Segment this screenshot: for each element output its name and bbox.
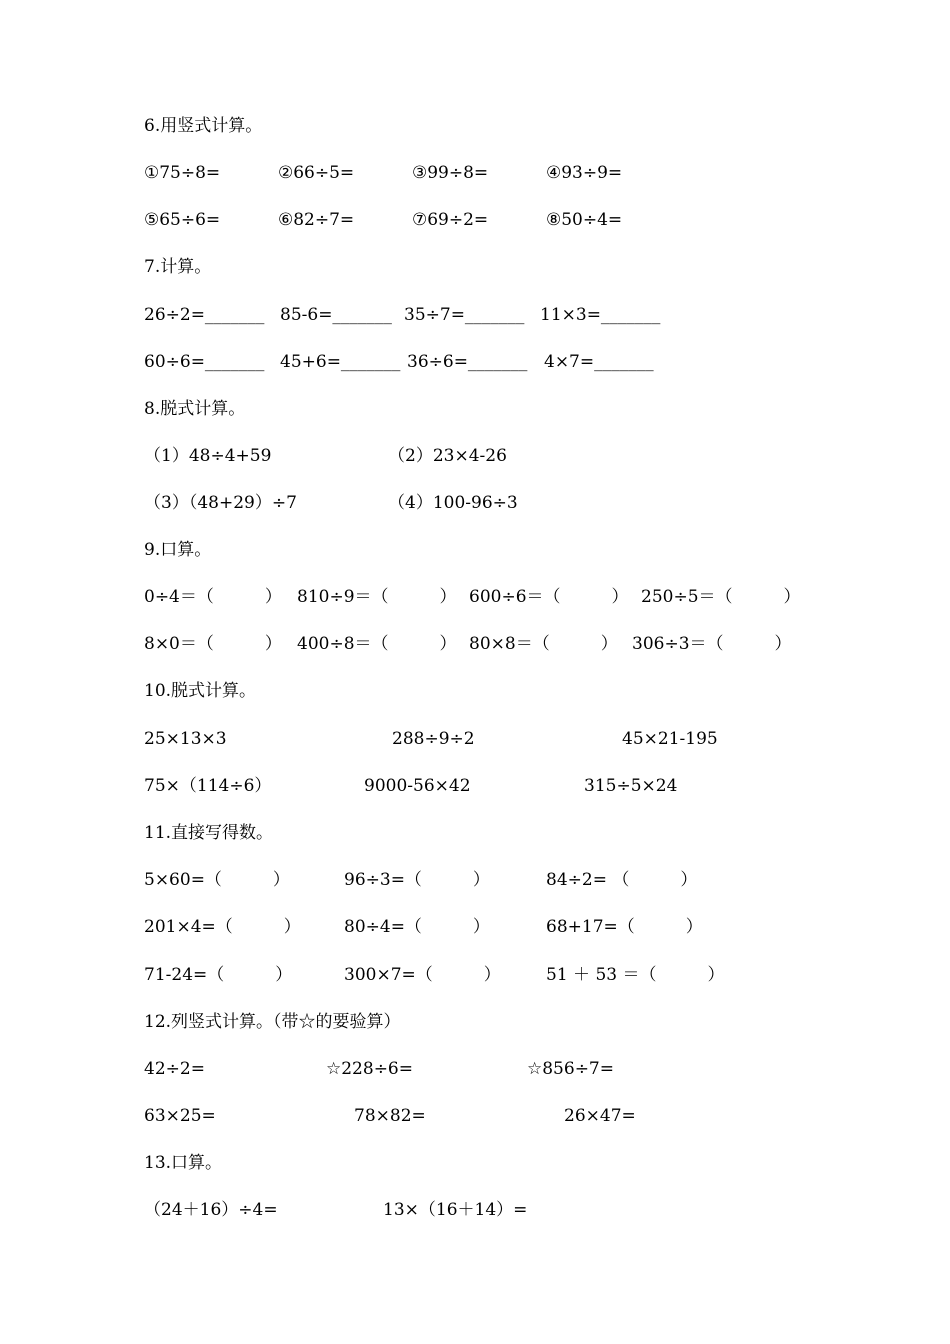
problem: 0÷4＝（ ） [144, 587, 282, 607]
q6-row-2 [0, 208, 950, 232]
q8-row-2 [0, 491, 950, 515]
problem: 13×（16＋14）= [383, 1200, 528, 1220]
problem: 78×82= [354, 1106, 426, 1126]
q9-title: 9.口算。 [144, 540, 212, 560]
q6-heading [0, 114, 950, 138]
problem: ④93÷9= [546, 163, 623, 183]
problem: 63×25= [144, 1106, 216, 1126]
q10-heading [0, 679, 950, 703]
problem: 35÷7=_______ [404, 305, 525, 325]
problem: ☆856÷7= [527, 1059, 614, 1079]
problem: 810÷9＝（ ） [297, 587, 457, 607]
q11-row-2 [0, 915, 950, 939]
q8-heading [0, 397, 950, 421]
problem: （2）23×4-26 [388, 446, 507, 466]
problem: （3）（48+29）÷7 [144, 493, 297, 513]
q13-title: 13.口算。 [144, 1153, 223, 1173]
problem: ⑧50÷4= [546, 210, 623, 230]
q6-row-1 [0, 161, 950, 185]
problem: ⑦69÷2= [412, 210, 489, 230]
problem: （4）100-96÷3 [388, 493, 518, 513]
q11-row-1 [0, 868, 950, 892]
q12-row-1 [0, 1057, 950, 1081]
problem: 26×47= [564, 1106, 636, 1126]
problem: 315÷5×24 [584, 776, 678, 796]
q10-row-1 [0, 727, 950, 751]
problem: ⑥82÷7= [278, 210, 355, 230]
problem: 26÷2=_______ [144, 305, 265, 325]
q8-title: 8.脱式计算。 [144, 399, 246, 419]
problem: 250÷5＝（ ） [641, 587, 801, 607]
q13-heading [0, 1151, 950, 1175]
q9-row-1 [0, 585, 950, 609]
problem: ③99÷8= [412, 163, 489, 183]
problem: 71-24=（ ） [144, 965, 293, 985]
problem: （1）48÷4+59 [144, 446, 272, 466]
q9-row-2 [0, 632, 950, 656]
q10-row-2 [0, 774, 950, 798]
problem: 9000-56×42 [364, 776, 471, 796]
problem: 96÷3=（ ） [344, 870, 490, 890]
problem: 68+17=（ ） [546, 917, 703, 937]
problem: 84÷2= （ ） [546, 870, 698, 890]
problem: 80÷4=（ ） [344, 917, 490, 937]
q12-row-2 [0, 1104, 950, 1128]
problem: 300×7=（ ） [344, 965, 501, 985]
q7-title: 7.计算。 [144, 257, 212, 277]
q8-row-1 [0, 444, 950, 468]
q11-heading [0, 821, 950, 845]
problem: 400÷8＝（ ） [297, 634, 457, 654]
problem: 600÷6＝（ ） [469, 587, 629, 607]
problem: ⑤65÷6= [144, 210, 221, 230]
problem: 306÷3＝（ ） [632, 634, 792, 654]
q10-title: 10.脱式计算。 [144, 681, 257, 701]
problem: 4×7=_______ [544, 352, 654, 372]
q11-row-3 [0, 963, 950, 987]
problem: ☆228÷6= [326, 1059, 413, 1079]
problem: 36÷6=_______ [407, 352, 528, 372]
problem: 201×4=（ ） [144, 917, 301, 937]
problem: 25×13×3 [144, 729, 227, 749]
problem: 45+6=_______ [280, 352, 401, 372]
q13-row-1 [0, 1198, 950, 1222]
problem: 85-6=_______ [280, 305, 392, 325]
problem: ①75÷8= [144, 163, 221, 183]
q12-heading [0, 1010, 950, 1034]
q6-title: 6.用竖式计算。 [144, 116, 263, 136]
problem: 288÷9÷2 [392, 729, 475, 749]
problem: 5×60=（ ） [144, 870, 290, 890]
problem: ②66÷5= [278, 163, 355, 183]
problem: 42÷2= [144, 1059, 205, 1079]
q12-title: 12.列竖式计算。（带☆的要验算） [144, 1012, 401, 1032]
problem: 80×8＝（ ） [469, 634, 618, 654]
problem: 8×0＝（ ） [144, 634, 282, 654]
q9-heading [0, 538, 950, 562]
q11-title: 11.直接写得数。 [144, 823, 274, 843]
q7-heading [0, 255, 950, 279]
problem: （24＋16）÷4= [144, 1200, 278, 1220]
problem: 60÷6=_______ [144, 352, 265, 372]
q7-row-2 [0, 350, 950, 374]
problem: 75×（114÷6） [144, 776, 272, 796]
problem: 45×21-195 [622, 729, 718, 749]
problem: 51 ＋ 53 ＝（ ） [546, 965, 725, 985]
q7-row-1 [0, 303, 950, 327]
problem: 11×3=_______ [540, 305, 661, 325]
